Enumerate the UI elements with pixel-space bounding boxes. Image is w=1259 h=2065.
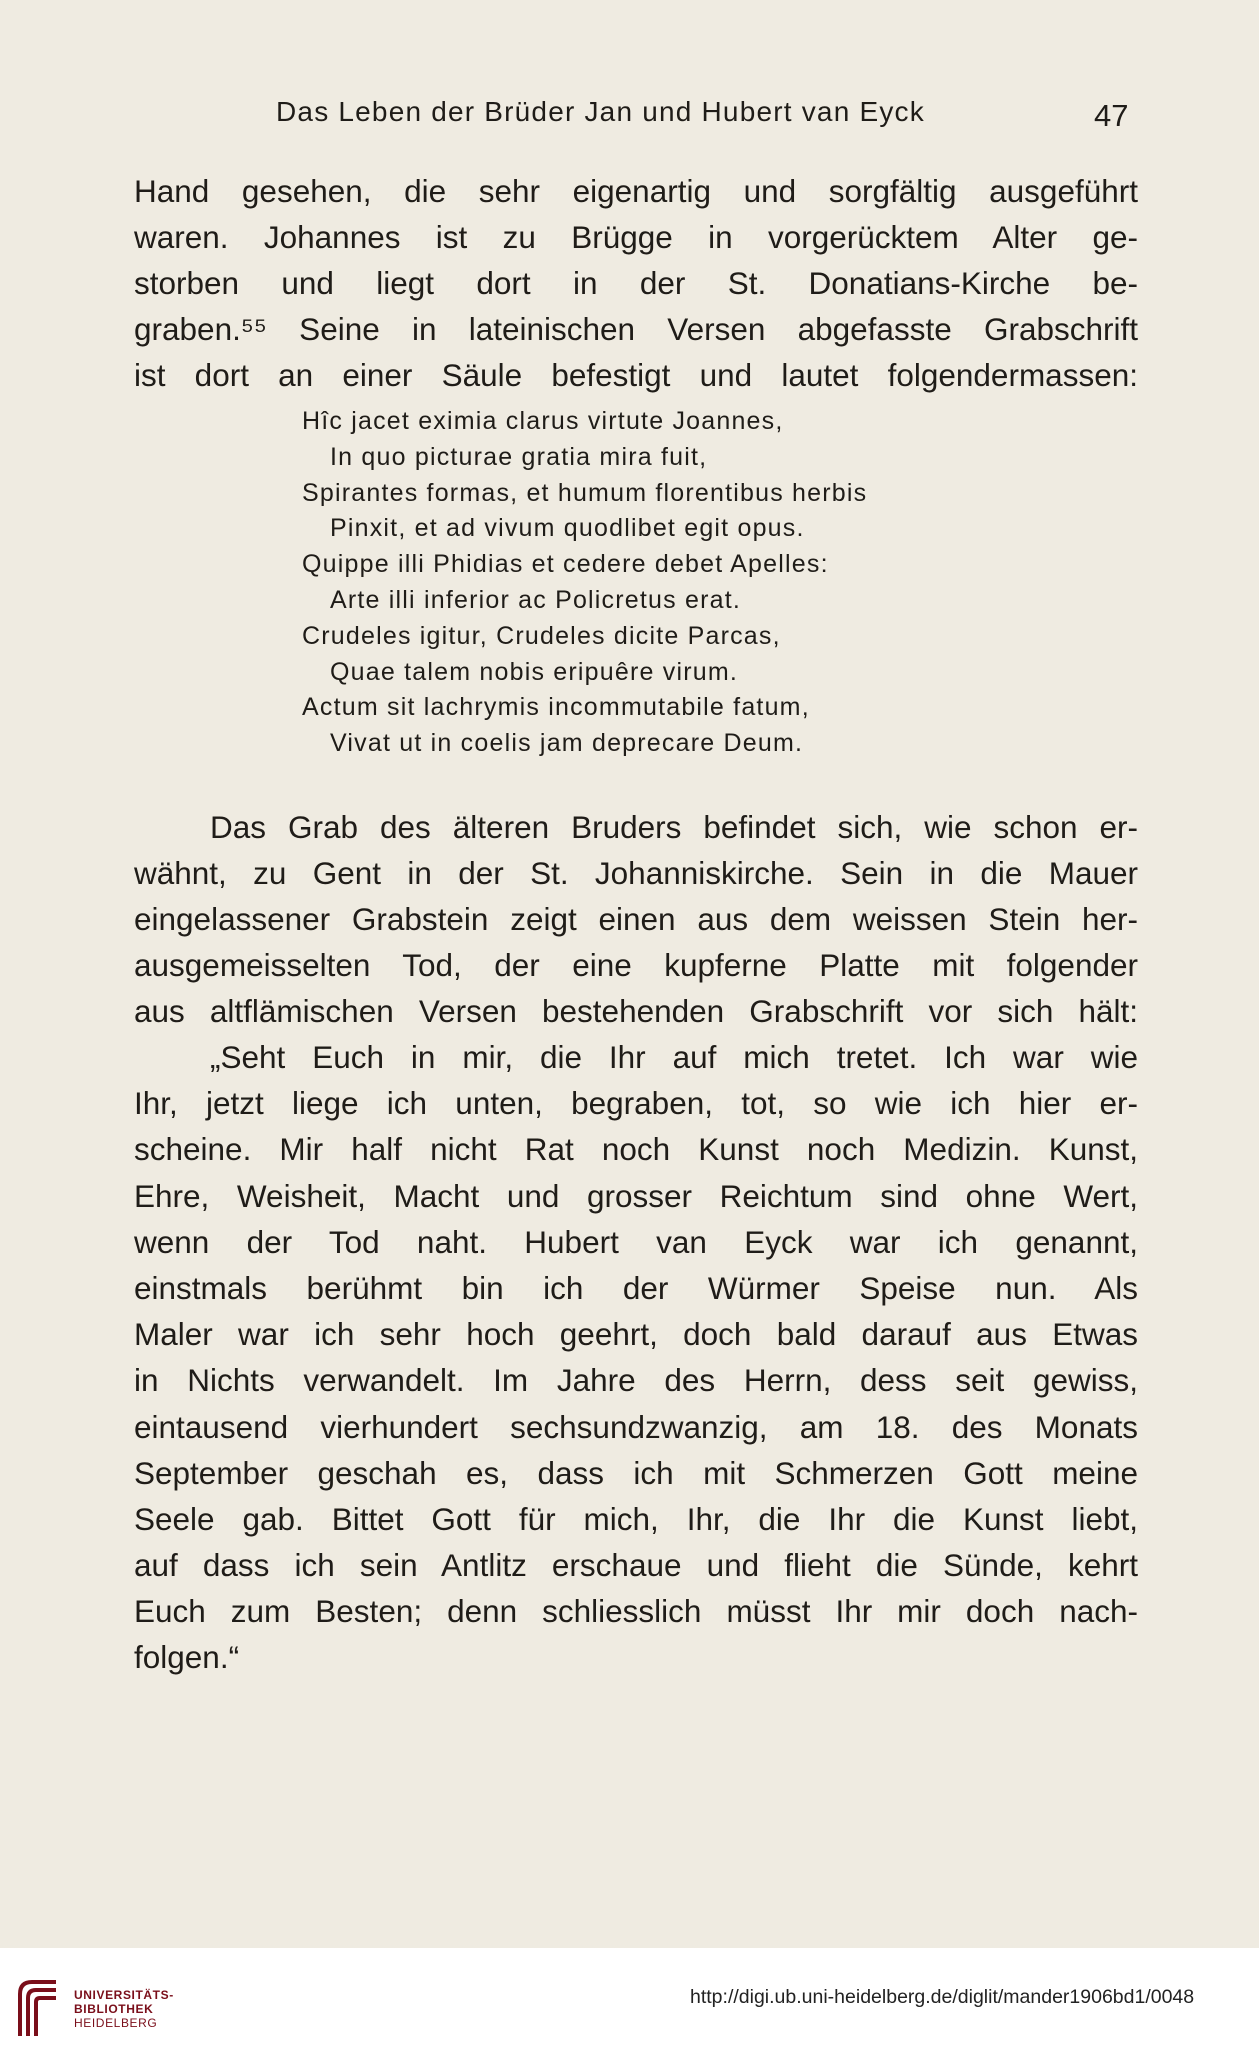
text-line: Ihr, jetzt liege ich unten, begraben, tot, so wie ich hier er- (134, 1085, 1138, 1122)
verse-line: Crudeles igitur, Crudeles dicite Parcas, (302, 621, 781, 650)
text-line: eingelassener Grabstein zeigt einen aus dem weissen Stein her- (134, 901, 1138, 937)
text-line: Ehre, Weisheit, Macht und grosser Reichtum sind ohne Wert, (134, 1177, 1138, 1214)
library-name-line: BIBLIOTHEK (74, 2002, 154, 2016)
text-line: ausgemeisselten Tod, der eine kupferne Platte mit folgender (134, 947, 1138, 983)
text-line: ist dort an einer Säule befestigt und lautet folgendermassen: (134, 357, 1138, 393)
library-name-line: UNIVERSITÄTS- (74, 1988, 174, 2002)
text-line: Maler war ich sehr hoch geehrt, doch bald darauf aus Etwas (134, 1316, 1138, 1353)
text-line: „Seht Euch in mir, die Ihr auf mich tretet. Ich war wie (210, 1039, 1138, 1075)
library-logo-icon (16, 1976, 60, 2038)
text-line: aus altflämischen Versen bestehenden Grabschrift vor sich hält: (134, 993, 1138, 1029)
verse-line: In quo picturae gratia mira fuit, (330, 442, 708, 471)
library-name-line: HEIDELBERG (74, 2016, 158, 2030)
paragraph-flemish-epitaph (134, 1034, 1138, 1681)
verse-line: Vivat ut in coelis jam deprecare Deum. (330, 729, 804, 758)
text-line: Seele gab. Bittet Gott für mich, Ihr, die Ihr die Kunst liebt, (134, 1500, 1138, 1537)
verse-line: Quae talem nobis eripuêre virum. (330, 657, 739, 686)
verse-line: Arte illi inferior ac Policretus erat. (330, 585, 742, 614)
library-name (74, 1988, 174, 2030)
text-line: scheine. Mir half nicht Rat noch Kunst noch Medizin. Kunst, (134, 1131, 1138, 1168)
text-line: storben und liegt dort in der St. Donatians-Kirche be- (134, 265, 1138, 301)
verse-line: Actum sit lachrymis incommutabile fatum, (302, 693, 810, 722)
verse-line: Hîc jacet eximia clarus virtute Joannes, (302, 407, 784, 435)
running-title: Das Leben der Brüder Jan und Hubert van Eyck (276, 96, 925, 127)
text-line: waren. Johannes ist zu Brügge in vorgerücktem Alter ge- (134, 219, 1138, 255)
paragraph-johannes-grave (134, 168, 1138, 398)
verse-line: Spirantes formas, et humum florentibus herbis (302, 478, 868, 507)
verse-line: Quippe illi Phidias et cedere debet Apelles: (302, 550, 829, 579)
text-line: wähnt, zu Gent in der St. Johanniskirche. Sein in die Mauer (134, 855, 1138, 891)
text-line: graben.⁵⁵ Seine in lateinischen Versen abgefasste Grabschrift (134, 311, 1138, 347)
text-line: in Nichts verwandelt. Im Jahre des Herrn, dess seit gewiss, (134, 1362, 1138, 1399)
text-line: Das Grab des älteren Bruders befindet sich, wie schon er- (210, 809, 1138, 845)
text-line: auf dass ich sein Antlitz erschaue und flieht die Sünde, kehrt (134, 1547, 1138, 1584)
text-line: folgen.“ (134, 1639, 240, 1676)
paragraph-hubert-grave (134, 804, 1138, 1034)
latin-epitaph (302, 404, 867, 762)
page-header (0, 96, 1259, 136)
viewer-footer (0, 1948, 1259, 2065)
text-line: eintausend vierhundert sechsundzwanzig, am 18. des Monats (134, 1408, 1138, 1445)
text-line: Hand gesehen, die sehr eigenartig und sorgfältig ausgeführt (134, 173, 1138, 209)
verse-line: Pinxit, et ad vivum quodlibet egit opus. (330, 514, 805, 543)
permalink[interactable]: http://digi.ub.uni-heidelberg.de/diglit/mander1906bd1/0048 (690, 1986, 1195, 2008)
page-number: 47 (1094, 98, 1129, 133)
text-line: wenn der Tod naht. Hubert van Eyck war ich genannt, (134, 1223, 1138, 1260)
text-line: Euch zum Besten; denn schliesslich müsst Ihr mir doch nach- (134, 1593, 1138, 1630)
text-line: September geschah es, dass ich mit Schmerzen Gott meine (134, 1454, 1138, 1491)
text-line: einstmals berühmt bin ich der Würmer Speise nun. Als (134, 1269, 1138, 1306)
